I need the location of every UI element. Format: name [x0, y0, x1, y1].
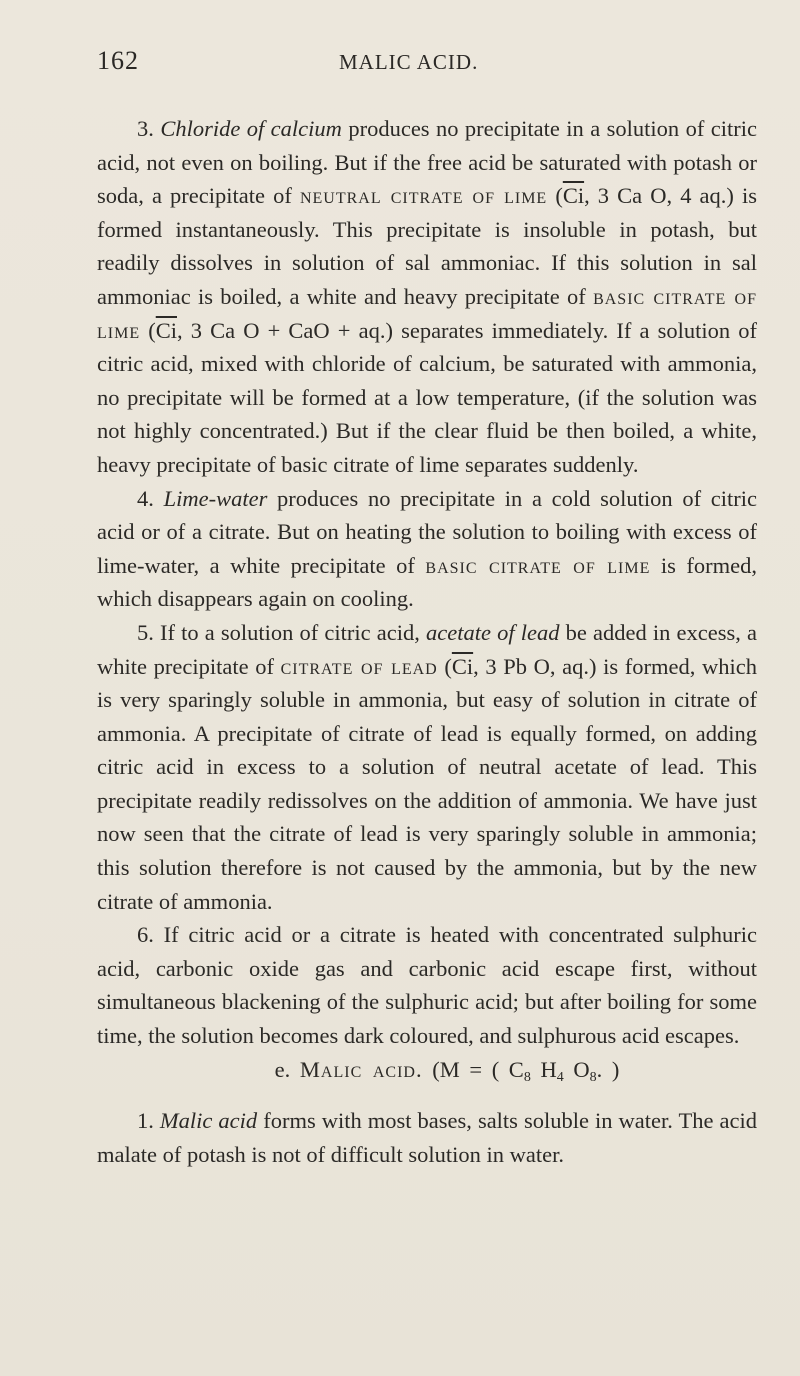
- formula-part: O: [563, 1056, 590, 1082]
- paragraph-number: 1.: [137, 1108, 154, 1134]
- formula-part: (M = ( C: [432, 1056, 524, 1082]
- paragraph-text: be added in excess, a white precipitate of: [97, 619, 758, 679]
- formula-symbol: $\overline{Ci}$: [155, 317, 177, 343]
- paragraph-text: is formed, which is very sparingly soluble in ammonia, but easy of solution in citrate of ammonia. A precipitate of citrate of lead is equally formed, on adding citric acid in excess to a solution of neutral acetate of lead. This precipitate readily redissolves on the addition of ammonia. We have just now seen that the citrate of lead is very sparingly soluble in ammonia; this solution therefore is not caused by the ammonia, but by the new citrate of ammonia.: [97, 653, 758, 914]
- formula-text: , 3 Pb O, aq.): [473, 653, 597, 679]
- section-title: Malic acid.: [299, 1056, 423, 1082]
- compound-name: neutral citrate of lime: [299, 183, 548, 209]
- paragraph-3: 3. Chloride of calcium produces no precipitate in a solution of citric acid, not even on boiling. But if the free acid be saturated with potash or soda, a precipitate of neutral citrate of lime ($\overline{Ci}$, 3 Ca O, 4 aq.) is formed instantaneously. This precipitate is insoluble in potash, but readily dissolves in solution of sal ammoniac. If this solution in sal ammoniac is boiled, a white and heavy precipitate of basic citrate of lime ($\overline{Ci}$, 3 Ca O + CaO + aq.) separates immediately. If a solution of citric acid, mixed with chloride of calcium, be saturated with ammonia, no precipitate will be formed at a low temperature, (if the solution was not highly concentrated.) But if the clear fluid be then boiled, a white, heavy precipitate of basic citrate of lime separates suddenly.: [97, 116, 758, 477]
- running-title: MALIC ACID.: [339, 50, 479, 74]
- formula-symbol: $\overline{Ci}$: [451, 653, 474, 679]
- paragraph-number: 3.: [137, 116, 154, 141]
- paragraph-text: separates immediately. If a solution of citric acid, mixed with chloride of calcium, be saturated with ammonia, no precipitate will be formed at a low temperature, (if the solution was not highly concentrated.) But if the clear fluid be then boiled, a white, heavy precipitate of basic citrate of lime separates suddenly.: [97, 317, 757, 477]
- paragraph-text: produces no precipitate in a cold solution of citric acid or of a citrate. But on heating the solution to boiling with excess of lime-water, a white precipitate of: [97, 485, 757, 578]
- paragraph-text: forms with most bases, salts soluble in water. The acid malate of potash is not of difficult solution in water.: [97, 1108, 757, 1167]
- formula-text: , 3 Ca O + CaO + aq.): [177, 317, 393, 343]
- page-number: 162: [97, 46, 139, 75]
- section-heading: [97, 1053, 757, 1087]
- compound-name: basic citrate of lime: [97, 283, 757, 343]
- formula-part: H: [530, 1056, 557, 1082]
- section-letter: e.: [274, 1056, 291, 1082]
- paragraph-4: [97, 482, 757, 616]
- compound-name: citrate of lead: [280, 653, 438, 679]
- section-formula: [432, 1056, 620, 1085]
- paragraph-number: 4.: [137, 485, 154, 511]
- formula-subscript: 8: [589, 1069, 597, 1085]
- reagent-name: Lime-water: [163, 485, 268, 511]
- paragraph-text: If to a solution of citric acid,: [160, 619, 420, 645]
- formula-part: . ): [596, 1056, 620, 1082]
- running-head: [97, 46, 757, 86]
- paragraph-text: produces no precipitate in a solution of citric acid, not even on boiling. But if the free acid be saturated with potash or soda, a precipitate of: [97, 116, 757, 209]
- formula-subscript: 4: [556, 1069, 564, 1085]
- paragraph-number: 5.: [137, 619, 154, 645]
- paragraph-6: [97, 918, 757, 1052]
- paragraph-malic-1: [97, 1104, 757, 1171]
- formula-symbol: $\overline{Ci}$: [562, 183, 585, 209]
- paragraph-text: is formed instantaneously. This precipitate is insoluble in potash, but readily dissolves in solution of sal ammoniac. If this solution in sal ammoniac is boiled, a white and heavy precipitate of: [97, 183, 758, 309]
- paragraph-number: 6.: [137, 922, 154, 948]
- reagent-name: acetate of lead: [426, 619, 560, 645]
- formula-text: , 3 Ca O, 4 aq.): [584, 183, 734, 209]
- reagent-name: Chloride of calcium: [160, 116, 342, 141]
- formula-subscript: 8: [523, 1069, 531, 1085]
- reagent-name: Malic acid: [159, 1108, 258, 1134]
- paragraph-5: 5. If to a solution of citric acid, acetate of lead be added in excess, a white precipitate of citrate of lead ($\overline{Ci}$, 3 Pb O, aq.) is formed, which is very sparingly soluble in ammonia, but easy of solution in citrate of ammonia. A precipitate of citrate of lead is equally formed, on adding citric acid in excess to a solution of neutral acetate of lead. This precipitate readily redissolves on the addition of ammonia. We have just now seen that the citrate of lead is very sparingly soluble in ammonia; this solution therefore is not caused by the ammonia, but by the new citrate of ammonia.: [97, 619, 758, 914]
- body-text: [97, 112, 757, 1171]
- paragraph-text: is formed, which disappears again on cooling.: [97, 552, 758, 612]
- paragraph-text: If citric acid or a citrate is heated with concentrated sulphuric acid, carbonic oxide gas and carbonic acid escape first, without simultaneous blackening of the sulphuric acid; but after boiling for some time, the solution becomes dark coloured, and sulphurous acid escapes.: [97, 922, 758, 1049]
- compound-name: basic citrate of lime: [425, 552, 651, 578]
